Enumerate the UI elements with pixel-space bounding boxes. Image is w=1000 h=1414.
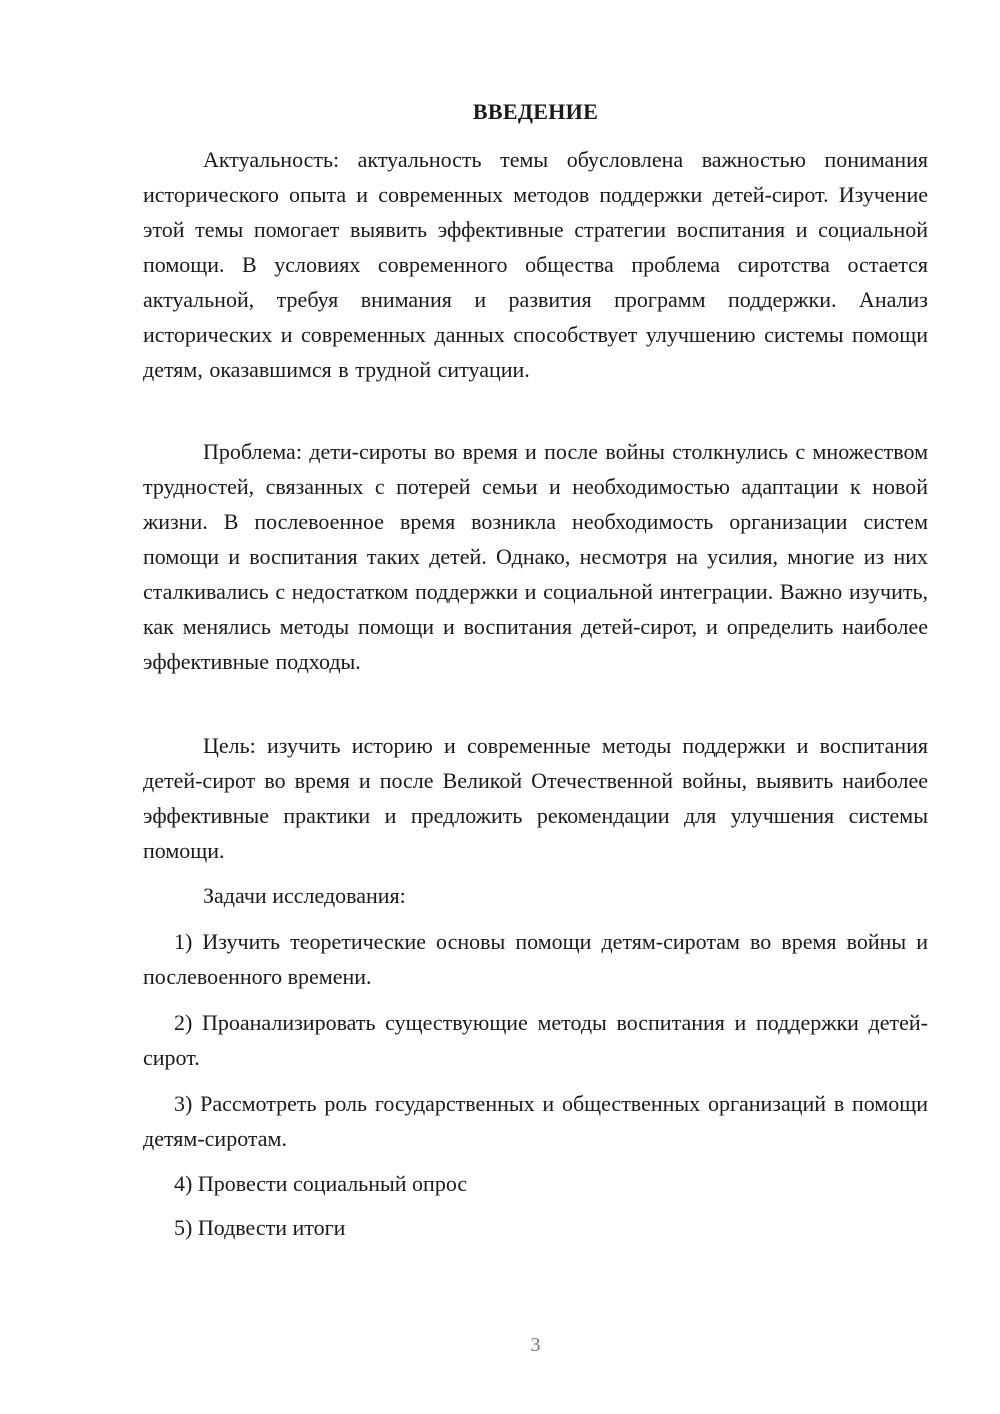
page-number: 3 [530,1334,541,1356]
task-item: 5) Подвести итоги [174,1215,346,1240]
paragraph-relevance: Актуальность: актуальность темы обусловлена важностью понимания исторического опыта и современных методов поддержки детей-сирот. Изучение этой темы помогает выявить эффективные стратегии воспитания и социальной помощи. В условиях современного общества проблема сиротства остается актуальной, требуя внимания и развития программ поддержки. Анализ исторических и современных данных способствует улучшению системы помощи детям, оказавшимся в трудной ситуации. [143,147,928,382]
task-item: 3) Рассмотреть роль государственных и общественных организаций в помощи детям-сиротам. [143,1091,928,1151]
task-item: 4) Провести социальный опрос [174,1171,468,1196]
task-item: 2) Проанализировать существующие методы воспитания и поддержки детей-сирот. [143,1010,928,1070]
tasks-heading: Задачи исследования: [203,883,406,908]
task-item: 1) Изучить теоретические основы помощи детям-сиротам во время войны и послевоенного времени. [143,929,928,989]
paragraph-goal: Цель: изучить историю и современные методы поддержки и воспитания детей-сирот во время и после Великой Отечественной войны, выявить наиболее эффективные практики и предложить рекомендации для улучшения системы помощи. [143,733,928,863]
paragraph-problem: Проблема: дети-сироты во время и после войны столкнулись с множеством трудностей, связанных с потерей семьи и необходимостью адаптации к новой жизни. В послевоенное время возникла необходимость организации систем помощи и воспитания таких детей. Однако, несмотря на усилия, многие из них сталкивались с недостатком поддержки и социальной интеграции. Важно изучить, как менялись методы помощи и воспитания детей-сирот, и определить наиболее эффективные подходы. [143,439,928,674]
page-title: ВВЕДЕНИЕ [472,99,599,124]
